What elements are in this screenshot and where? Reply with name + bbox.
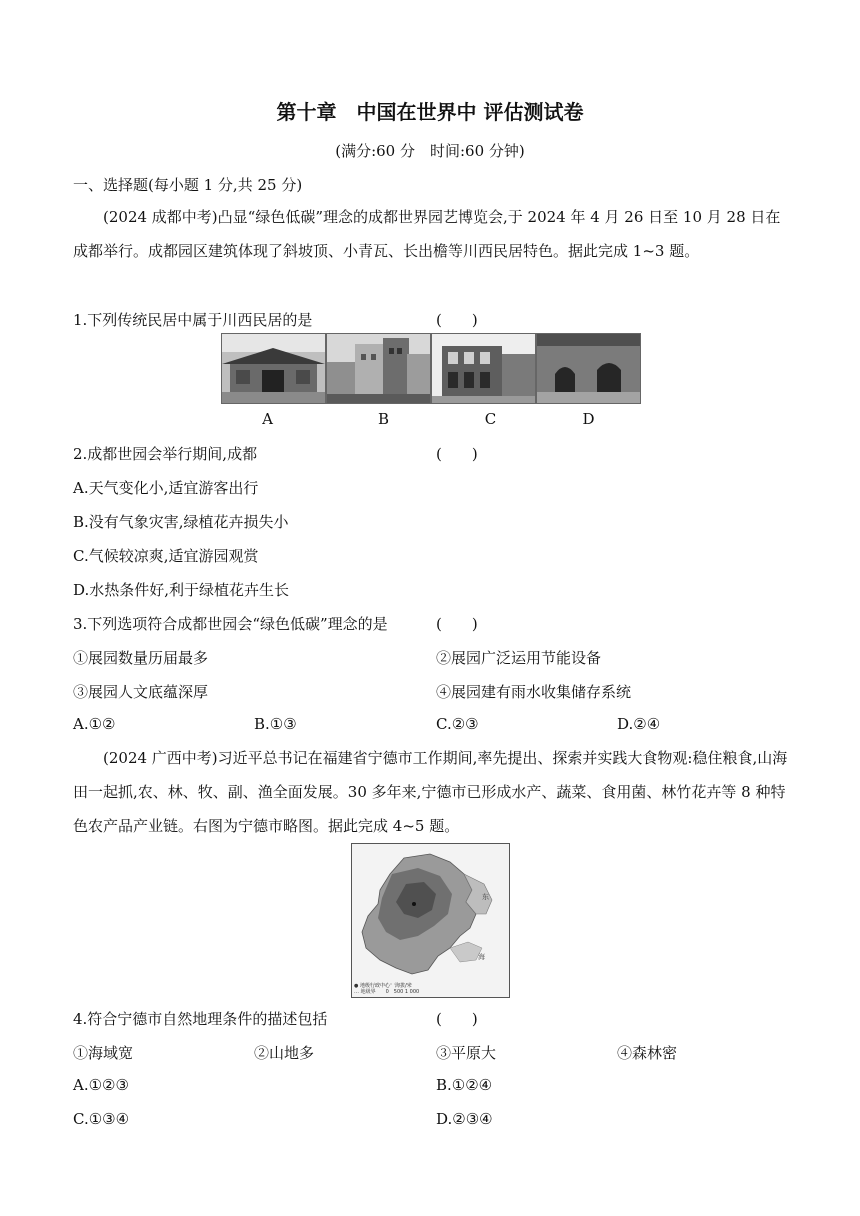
legend-line: … 地级界 0 500 1 000 bbox=[354, 989, 420, 995]
question-3-stem: 3.下列选项符合成都世园会“绿色低碳”理念的是 bbox=[73, 615, 388, 633]
photo-c-label: C bbox=[484, 410, 497, 428]
sea-label: 海 bbox=[478, 953, 485, 961]
option-b: B.①③ bbox=[254, 715, 297, 733]
sea-label: 东 bbox=[482, 893, 489, 901]
page-title: 第十章 中国在世界中 评估测试卷 bbox=[276, 100, 584, 124]
photo-b-image bbox=[326, 333, 431, 404]
photo-d-label: D bbox=[582, 410, 595, 428]
section-heading: 一、选择题(每小题 1 分,共 25 分) bbox=[73, 176, 303, 194]
option-b: B.①②④ bbox=[436, 1076, 493, 1094]
answer-bracket: ( ) bbox=[436, 311, 478, 329]
passage-2-text: (2024 广西中考)习近平总书记在福建省宁德市工作期间,率先提出、探索并实践大食物观:稳住粮食,山海田一起抓,农、林、牧、副、渔全面发展。30 多年来,宁德市已形成水产、蔬菜、食用菌、林竹花卉等 8 种特色农产品产业链。右图为宁德市略图。据此完成 4~5 题。 bbox=[73, 749, 788, 835]
question-1-stem: 1.下列传统民居中属于川西民居的是 bbox=[73, 311, 313, 329]
ningde-map bbox=[351, 843, 510, 998]
passage-2 bbox=[73, 741, 793, 843]
question-4-stem: 4.符合宁德市自然地理条件的描述包括 bbox=[73, 1010, 328, 1028]
option-c: C.②③ bbox=[436, 715, 479, 733]
exam-info: (满分:60 分 时间:60 分钟) bbox=[335, 142, 525, 160]
statement-2: ②山地多 bbox=[254, 1044, 315, 1062]
option-a: A.①② bbox=[73, 715, 116, 733]
answer-bracket: ( ) bbox=[436, 445, 478, 463]
answer-bracket: ( ) bbox=[436, 615, 478, 633]
photo-b-label: B bbox=[377, 410, 390, 428]
statement-4: ④展园建有雨水收集储存系统 bbox=[436, 683, 632, 701]
statement-1: ①展园数量历届最多 bbox=[73, 649, 209, 667]
passage-1-text: (2024 成都中考)凸显“绿色低碳”理念的成都世界园艺博览会,于 2024 年 4 月 26 日至 10 月 28 日在成都举行。成都园区建筑体现了斜坡顶、小青瓦、长出檐等川西民居特色。据此完成 1~3 题。 bbox=[73, 208, 781, 260]
option-d: D.水热条件好,利于绿植花卉生长 bbox=[73, 581, 290, 599]
photo-d-image bbox=[536, 333, 641, 404]
statement-3: ③平原大 bbox=[436, 1044, 497, 1062]
option-c: C.气候较凉爽,适宜游园观赏 bbox=[73, 547, 259, 565]
photo-c-image bbox=[431, 333, 536, 404]
option-b: B.没有气象灾害,绿植花卉损失小 bbox=[73, 513, 289, 531]
passage-1 bbox=[73, 200, 793, 268]
option-d: D.②③④ bbox=[436, 1110, 493, 1128]
option-a: A.天气变化小,适宜游客出行 bbox=[73, 479, 259, 497]
legend-line: ● 地级行政中心 海拔/米 bbox=[354, 983, 412, 989]
photo-a-label: A bbox=[262, 410, 273, 428]
question-2-stem: 2.成都世园会举行期间,成都 bbox=[73, 445, 258, 463]
photo-a-image bbox=[221, 333, 326, 404]
answer-bracket: ( ) bbox=[436, 1010, 478, 1028]
option-a: A.①②③ bbox=[73, 1076, 129, 1094]
statement-3: ③展园人文底蕴深厚 bbox=[73, 683, 209, 701]
option-d: D.②④ bbox=[617, 715, 661, 733]
statement-2: ②展园广泛运用节能设备 bbox=[436, 649, 602, 667]
map-terrain-image bbox=[352, 844, 509, 997]
option-c: C.①③④ bbox=[73, 1110, 130, 1128]
statement-1: ①海域宽 bbox=[73, 1044, 134, 1062]
map-legend bbox=[354, 983, 419, 995]
statement-4: ④森林密 bbox=[617, 1044, 678, 1062]
